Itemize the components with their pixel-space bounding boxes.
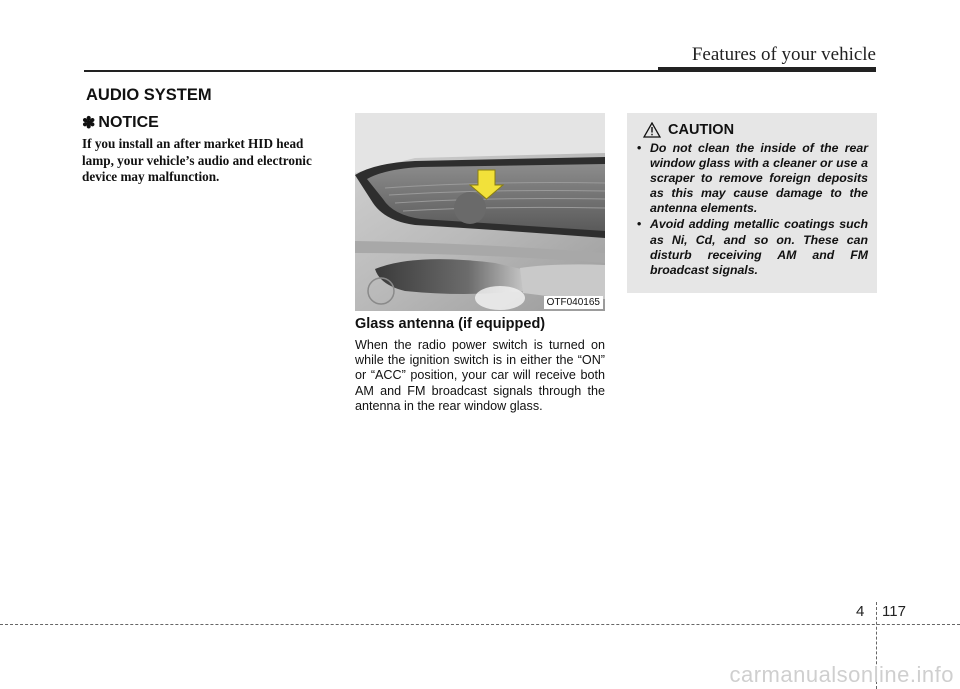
page-number: 117 [882,603,906,620]
notice-body: If you install an after market HID head lamp, your vehicle’s audio and electronic device may malfunction. [82,136,312,184]
caution-title: CAUTION [668,122,735,138]
caution-item-text: Avoid adding metallic coatings such as Ni, Cd, and so on. These can disturb receiving AM and FM broadcast signals. [650,217,868,277]
caution-item [633,141,868,216]
notice-heading [82,113,336,133]
asterisk-icon: ✽ [82,115,96,132]
notice-title: NOTICE [98,114,159,131]
watermark: carmanualsonline.info [729,662,954,687]
footer-rule [0,624,960,625]
bullet: • [637,217,642,232]
caution-box [627,113,877,293]
caution-item [633,217,868,277]
chapter-number: 4 [856,603,865,620]
caution-list [633,141,868,278]
antenna-heading: Glass antenna (if equipped) [355,316,546,332]
figure-code: OTF040165 [544,296,603,309]
car-rear-window-image [355,113,605,311]
bullet: • [637,141,642,155]
section-title: AUDIO SYSTEM [86,86,212,104]
header-rule-accent [658,67,876,72]
caution-item-text: Do not clean the inside of the rear window glass with a cleaner or use a scraper to remove foreign deposits as this may cause damage to the antenna elements. [650,141,868,216]
caution-heading [643,122,868,138]
header-title: Features of your vehicle [691,44,876,65]
rear-window-illustration [355,113,605,311]
warning-triangle-icon [643,122,661,138]
notice-box [82,113,336,186]
antenna-body: When the radio power switch is turned on while the ignition switch is in either the “ON” or “ACC” position, your car will receive both AM and FM broadcast signals through the antenna in the rear window glass. [355,338,605,413]
